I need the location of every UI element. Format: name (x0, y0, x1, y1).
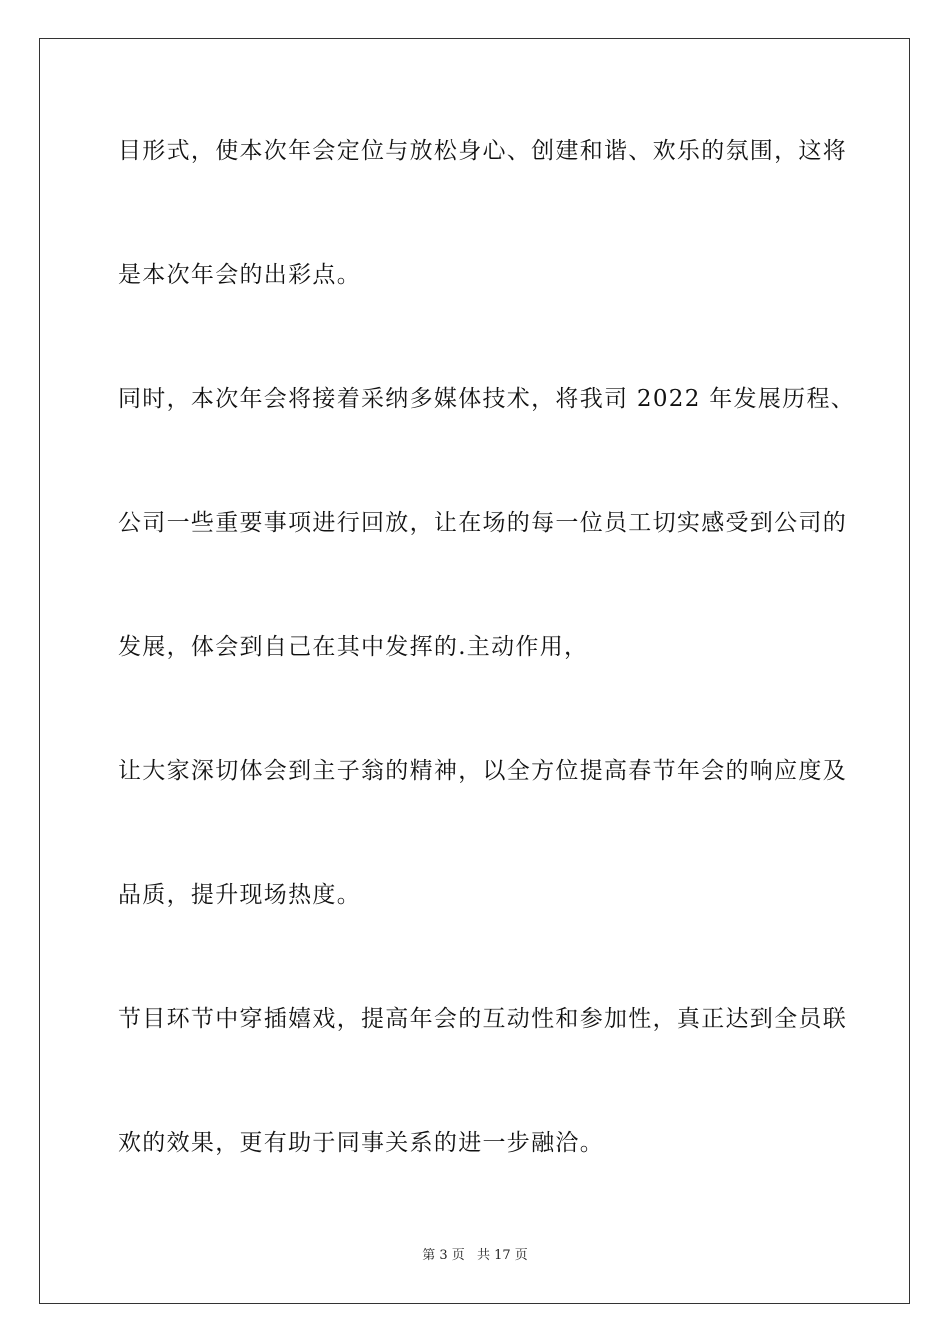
text-line-6: 让大家深切体会到主子翁的精神，以全方位提高春节年会的响应度及 (118, 758, 847, 784)
text-line-3: 同时，本次年会将接着采纳多媒体技术，将我司 2022 年发展历程、 (118, 386, 856, 412)
text-line-7: 品质，提升现场热度。 (118, 882, 361, 908)
text-line-8: 节目环节中穿插嬉戏，提高年会的互动性和参加性，真正达到全员联 (118, 1006, 847, 1032)
text-line-1: 目形式，使本次年会定位与放松身心、创建和谐、欢乐的氛围，这将 (118, 138, 847, 164)
page-border (39, 38, 910, 1304)
text-line-9: 欢的效果，更有助于同事关系的进一步融洽。 (118, 1130, 604, 1156)
text-line-4: 公司一些重要事项进行回放，让在场的每一位员工切实感受到公司的 (118, 510, 847, 536)
page-number-total: 共 17 页 (476, 1248, 528, 1263)
page-number-current: 第 3 页 (422, 1248, 465, 1263)
text-line-5: 发展，体会到自己在其中发挥的.主动作用， (118, 634, 589, 660)
page-footer (0, 1247, 950, 1265)
text-line-2: 是本次年会的出彩点。 (118, 262, 361, 288)
